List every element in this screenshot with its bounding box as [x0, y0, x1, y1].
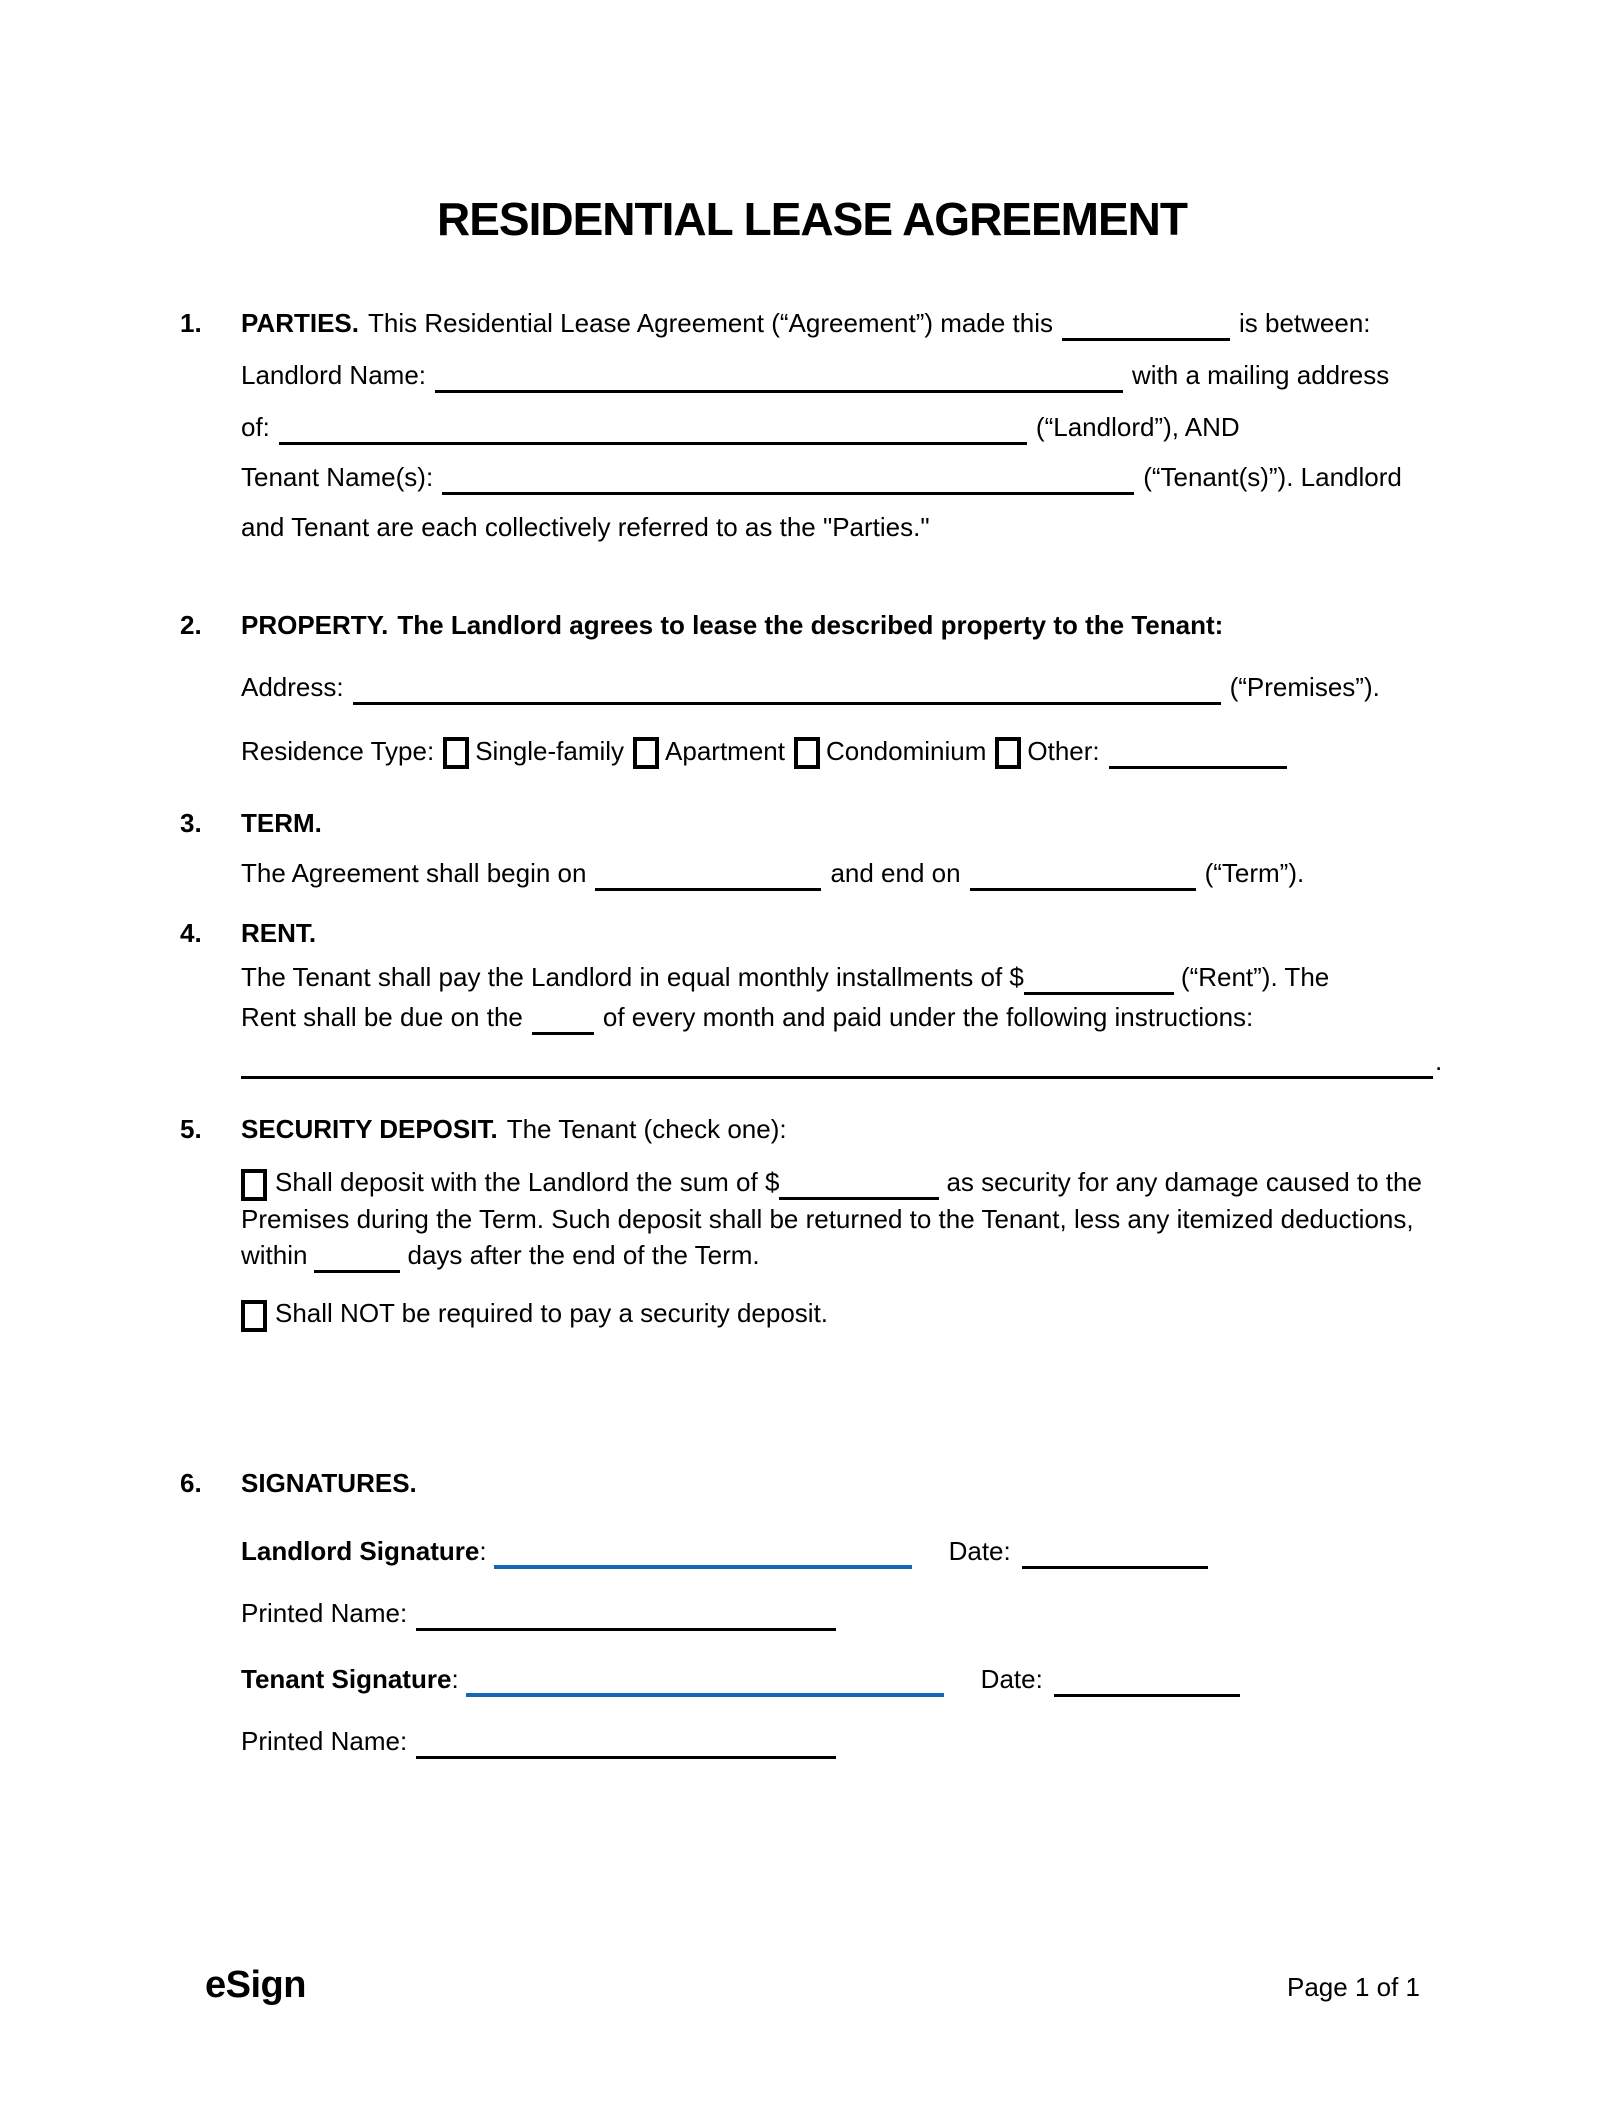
security-deposit-heading: SECURITY DEPOSIT. [241, 1114, 498, 1144]
single-family-label: Single-family [475, 736, 625, 766]
landlord-date-label: Date: [948, 1536, 1011, 1566]
property-number: 2. [180, 610, 202, 640]
rent-due-line [241, 1002, 1253, 1035]
parties-heading: PARTIES. [241, 308, 359, 338]
made-this-date-blank[interactable] [1062, 311, 1230, 341]
tenant-name-line [241, 462, 1402, 495]
landlord-address-line [241, 412, 1240, 445]
term-end-date-blank[interactable] [970, 861, 1196, 891]
property-heading-rest: The Landlord agrees to lease the described property to the Tenant: [397, 610, 1224, 640]
term-start-date-blank[interactable] [595, 861, 821, 891]
security-deposit-option1-text-b: as security for any damage caused to the Premises during the Term. Such deposit shall be returned to the Tenant, less any itemized deductions, within [241, 1167, 1422, 1270]
rent-due-day-blank[interactable] [532, 1005, 594, 1035]
signatures-heading-line [180, 1468, 417, 1498]
residence-type-label: Residence Type: [241, 736, 435, 766]
landlord-signature-line-row [241, 1536, 1217, 1569]
landlord-name-line [241, 360, 1389, 393]
payment-instructions-blank[interactable] [241, 1049, 1433, 1079]
rent-number: 4. [180, 918, 202, 948]
single-family-checkbox[interactable] [443, 737, 469, 769]
tenant-printed-name-label: Printed Name: [241, 1726, 408, 1756]
rent-amount-line [241, 962, 1329, 995]
other-label: Other: [1027, 736, 1100, 766]
tenant-name-blank[interactable] [442, 465, 1134, 495]
apartment-checkbox[interactable] [633, 737, 659, 769]
landlord-printed-name-blank[interactable] [416, 1601, 836, 1631]
rent-line1-text: The Tenant shall pay the Landlord in equal monthly installments of $ [241, 962, 1024, 992]
security-deposit-number: 5. [180, 1114, 202, 1144]
parties-heading-line [180, 308, 1371, 341]
other-checkbox[interactable] [995, 737, 1021, 769]
address-blank[interactable] [353, 675, 1221, 705]
parties-intro-text: This Residential Lease Agreement (“Agreement”) made this [367, 308, 1053, 338]
rent-line2-text-b: of every month and paid under the following instructions: [602, 1002, 1254, 1032]
security-deposit-heading-rest: The Tenant (check one): [506, 1114, 787, 1144]
deposit-days-blank[interactable] [314, 1243, 400, 1273]
rent-line2-text-a: Rent shall be due on the [241, 1002, 523, 1032]
deposit-sum-blank[interactable] [779, 1170, 939, 1200]
address-line [241, 672, 1380, 705]
landlord-name-label: Landlord Name: [241, 360, 426, 390]
term-number: 3. [180, 808, 202, 838]
term-and-end-text: and end on [830, 858, 961, 888]
tenant-date-label: Date: [980, 1664, 1043, 1694]
landlord-address-blank[interactable] [279, 415, 1027, 445]
term-begin-text: The Agreement shall begin on [241, 858, 587, 888]
of-tail: (“Landlord”), AND [1035, 412, 1240, 442]
condominium-checkbox[interactable] [794, 737, 820, 769]
security-deposit-option1 [241, 1164, 1453, 1273]
signatures-heading: SIGNATURES. [241, 1468, 417, 1498]
esign-logo: eSign [205, 1964, 306, 2006]
rent-line1-tail: (“Rent”). The [1180, 962, 1330, 992]
tenant-signature-blank[interactable] [466, 1667, 944, 1697]
tenant-name-tail: (“Tenant(s)”). Landlord [1143, 462, 1402, 492]
term-dates-line [241, 858, 1304, 891]
page-title: RESIDENTIAL LEASE AGREEMENT [437, 193, 1187, 245]
parties-closing-line [241, 512, 930, 542]
landlord-signature-blank[interactable] [494, 1539, 912, 1569]
rent-heading-line [180, 918, 316, 948]
residence-type-line [241, 736, 1296, 769]
other-residence-blank[interactable] [1109, 739, 1287, 769]
security-deposit-option1-text-a: Shall deposit with the Landlord the sum of $ [275, 1167, 780, 1197]
term-heading-line [180, 808, 322, 838]
security-deposit-option2-text: Shall NOT be required to pay a security deposit. [275, 1298, 829, 1328]
tenant-signature-label: Tenant Signature [241, 1664, 452, 1694]
parties-intro-tail: is between: [1238, 308, 1371, 338]
landlord-printed-name-row [241, 1598, 845, 1631]
page-number: Page 1 of 1 [1287, 1972, 1420, 2002]
landlord-signature-colon: : [479, 1536, 487, 1566]
of-label: of: [241, 412, 270, 442]
parties-number: 1. [180, 308, 202, 338]
tenant-date-blank[interactable] [1054, 1667, 1240, 1697]
tenant-printed-name-blank[interactable] [416, 1729, 836, 1759]
security-deposit-option2 [241, 1298, 828, 1332]
address-tail: (“Premises”). [1229, 672, 1380, 702]
rent-line3-tail: . [1435, 1046, 1443, 1076]
address-label: Address: [241, 672, 344, 702]
term-tail: (“Term”). [1204, 858, 1305, 888]
shall-not-deposit-checkbox[interactable] [241, 1300, 267, 1332]
rent-heading: RENT. [241, 918, 317, 948]
signatures-number: 6. [180, 1468, 202, 1498]
landlord-name-blank[interactable] [435, 363, 1123, 393]
tenant-name-label: Tenant Name(s): [241, 462, 434, 492]
landlord-name-tail: with a mailing address [1132, 360, 1390, 390]
property-heading: PROPERTY. [241, 610, 389, 640]
landlord-printed-name-label: Printed Name: [241, 1598, 408, 1628]
shall-deposit-checkbox[interactable] [241, 1169, 267, 1201]
security-deposit-heading-line [180, 1114, 787, 1144]
property-heading-line [180, 610, 1223, 640]
security-deposit-option1-text-c: days after the end of the Term. [407, 1240, 760, 1270]
parties-closing-text: and Tenant are each collectively referred to as the "Parties." [241, 512, 930, 542]
landlord-date-blank[interactable] [1022, 1539, 1208, 1569]
tenant-signature-line-row [241, 1664, 1249, 1697]
tenant-printed-name-row [241, 1726, 845, 1759]
term-heading: TERM. [241, 808, 322, 838]
rent-amount-blank[interactable] [1024, 965, 1174, 995]
condominium-label: Condominium [825, 736, 987, 766]
apartment-label: Apartment [665, 736, 785, 766]
tenant-signature-colon: : [451, 1664, 459, 1694]
rent-instructions-line [241, 1046, 1442, 1079]
landlord-signature-label: Landlord Signature [241, 1536, 480, 1566]
